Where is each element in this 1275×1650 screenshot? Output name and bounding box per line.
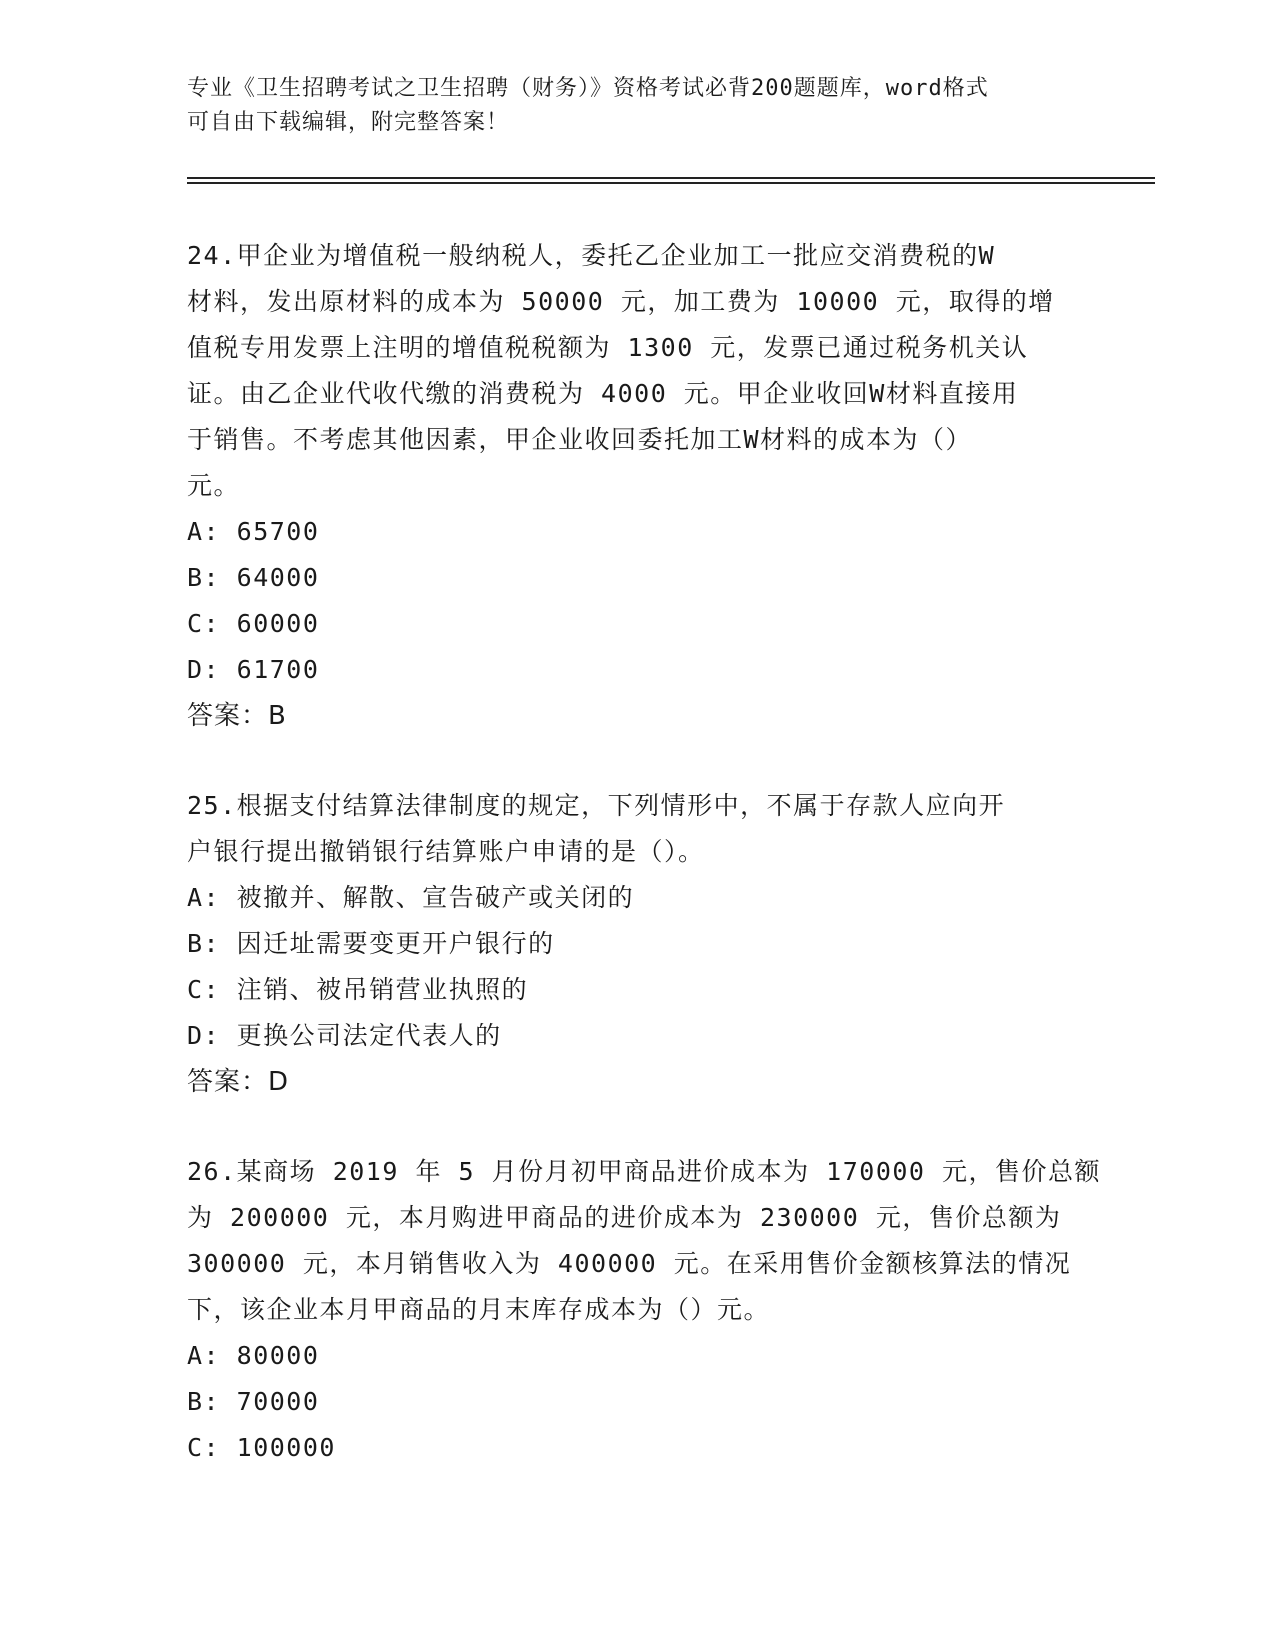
question-text-line: 25.根据支付结算法律制度的规定，下列情形中，不属于存款人应向开 (187, 791, 1006, 820)
question-text-line: 值税专用发票上注明的增值税税额为 1300 元，发票已通过税务机关认 (187, 333, 1029, 362)
option-b: B: 64000 (187, 563, 320, 592)
header-divider-bottom (187, 182, 1155, 184)
document-header (187, 72, 1087, 140)
question-text-line: 300000 元，本月销售收入为 400000 元。在采用售价金额核算法的情况 (187, 1249, 1072, 1278)
question-text-line: 为 200000 元，本月购进甲商品的进价成本为 230000 元，售价总额为 (187, 1203, 1062, 1232)
answer-label: 答案：D (187, 1067, 290, 1097)
header-line-2: 可自由下载编辑，附完整答案！ (187, 110, 510, 135)
option-d: D: 更换公司法定代表人的 (187, 1021, 502, 1050)
question-text-line: 证。由乙企业代收代缴的消费税为 4000 元。甲企业收回W材料直接用 (187, 379, 1019, 408)
question-text-line: 户银行提出撤销银行结算账户申请的是（）。 (187, 837, 705, 866)
option-d: D: 61700 (187, 655, 320, 684)
question-text-line: 材料，发出原材料的成本为 50000 元，加工费为 10000 元，取得的增 (187, 287, 1055, 316)
option-b: B: 70000 (187, 1387, 320, 1416)
header-divider-top (187, 177, 1155, 179)
option-a: A: 80000 (187, 1341, 320, 1370)
question-spacer (187, 739, 1087, 783)
question-24 (187, 233, 1087, 739)
question-26 (187, 1149, 1102, 1471)
question-text-line: 24.甲企业为增值税一般纳税人，委托乙企业加工一批应交消费税的W (187, 241, 996, 270)
question-text-line: 26.某商场 2019 年 5 月份月初甲商品进价成本为 170000 元，售价总额 (187, 1157, 1102, 1186)
question-text-line: 于销售。不考虑其他因素，甲企业收回委托加工W材料的成本为（） (187, 425, 973, 454)
question-text-line: 下，该企业本月甲商品的月末库存成本为（）元。 (187, 1295, 771, 1324)
option-a: A: 被撤并、解散、宣告破产或关闭的 (187, 883, 635, 912)
answer-label: 答案：B (187, 701, 287, 731)
question-25 (187, 783, 1087, 1105)
option-c: C: 注销、被吊销营业执照的 (187, 975, 529, 1004)
question-text-line: 元。 (187, 471, 241, 500)
option-b: B: 因迁址需要变更开户银行的 (187, 929, 555, 958)
option-a: A: 65700 (187, 517, 320, 546)
question-spacer (187, 1105, 1087, 1149)
option-c: C: 100000 (187, 1433, 336, 1462)
question-list (187, 233, 1102, 1471)
header-line-1: 专业《卫生招聘考试之卫生招聘（财务）》资格考试必背200题题库，word格式 (187, 76, 989, 101)
option-c: C: 60000 (187, 609, 320, 638)
